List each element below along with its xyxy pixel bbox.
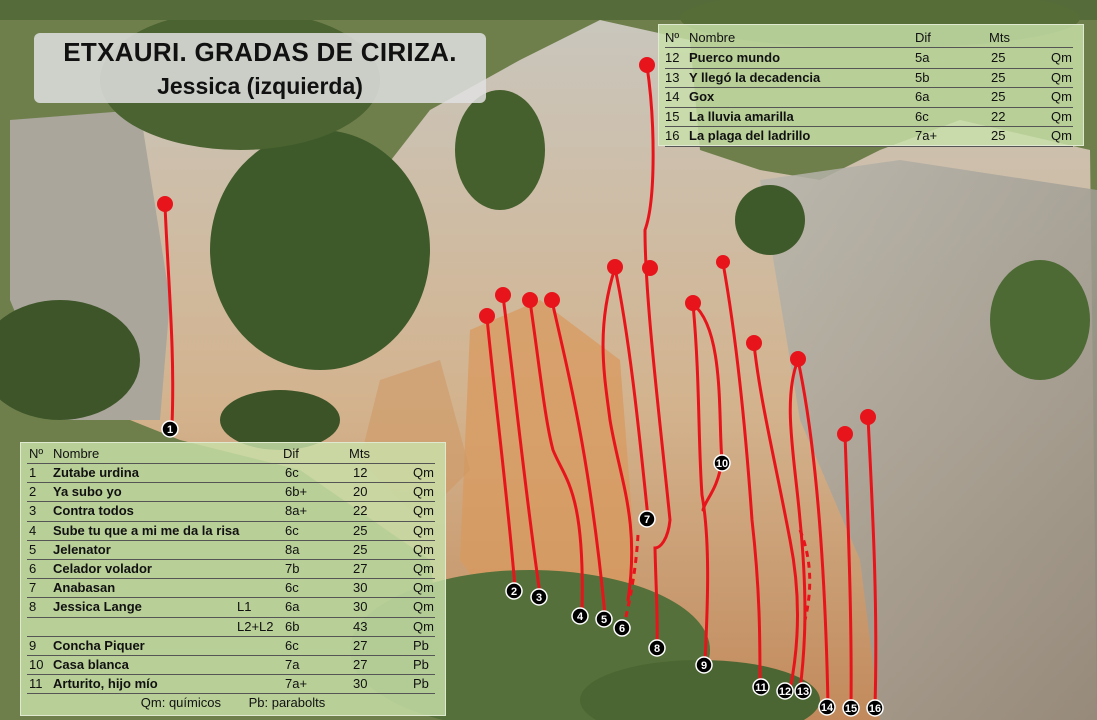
cell-name: Ya subo yo bbox=[53, 484, 122, 500]
table-row bbox=[21, 502, 445, 521]
cell-num: 9 bbox=[29, 637, 37, 653]
cell-type: Qm bbox=[1051, 128, 1072, 143]
cell-dif: 8a+ bbox=[285, 503, 308, 519]
cell-type: Qm bbox=[1051, 69, 1072, 85]
cell-dif: 8a bbox=[285, 541, 300, 557]
cell-name: Arturito, hijo mío bbox=[53, 676, 158, 692]
cell-mts: 25 bbox=[353, 541, 368, 557]
cell-dif: 7a bbox=[285, 657, 300, 672]
cell-num: 1 bbox=[29, 465, 37, 480]
table-row bbox=[21, 483, 445, 502]
cell-num: 6 bbox=[29, 561, 37, 576]
cell-dif: 6c bbox=[285, 465, 299, 480]
route-marker-label: 12 bbox=[778, 686, 792, 698]
header-name: Nombre bbox=[53, 446, 100, 461]
table-row bbox=[21, 579, 445, 598]
cell-num: 10 bbox=[29, 657, 44, 672]
route-marker bbox=[649, 640, 665, 656]
route-marker bbox=[162, 421, 178, 437]
cell-mts: 25 bbox=[991, 128, 1006, 143]
route-marker-label: 2 bbox=[510, 586, 518, 598]
route-marker bbox=[572, 608, 588, 624]
cell-name: Jelenator bbox=[53, 541, 111, 557]
table-row bbox=[659, 127, 1083, 146]
route-marker-label: 1 bbox=[166, 424, 174, 436]
cell-mts: 20 bbox=[353, 484, 368, 500]
cell-type: Qm bbox=[413, 618, 434, 634]
cell-type: Qm bbox=[413, 599, 434, 615]
cell-type: Qm bbox=[413, 561, 434, 576]
cell-name: Zutabe urdina bbox=[53, 465, 139, 480]
cell-name: Sube tu que a mi me da la risa bbox=[53, 522, 240, 538]
cell-type: Qm bbox=[413, 541, 434, 557]
cell-dif: 7a+ bbox=[285, 676, 308, 692]
cell-mts: 27 bbox=[353, 561, 368, 576]
table-row bbox=[659, 49, 1083, 68]
route-marker-label: 11 bbox=[755, 682, 767, 694]
header-num: Nº bbox=[29, 446, 44, 461]
route-marker bbox=[639, 511, 655, 527]
crag-title: ETXAURI. GRADAS DE CIRIZA. bbox=[63, 37, 457, 67]
cell-pitch: L1 bbox=[237, 599, 252, 615]
cell-name: Jessica Lange bbox=[53, 599, 142, 615]
cell-dif: 6b+ bbox=[285, 484, 308, 500]
cell-num: 14 bbox=[665, 89, 680, 104]
table-row bbox=[21, 522, 445, 541]
route-marker bbox=[596, 611, 612, 627]
header-num: Nº bbox=[665, 30, 680, 45]
route-marker-label: 4 bbox=[576, 611, 584, 623]
route-marker-label: 5 bbox=[600, 614, 608, 626]
cell-num: 4 bbox=[29, 522, 37, 538]
route-marker bbox=[843, 700, 859, 716]
table-row bbox=[21, 675, 445, 694]
table-row bbox=[659, 69, 1083, 88]
table-row bbox=[659, 108, 1083, 127]
cell-mts: 30 bbox=[353, 599, 368, 615]
cell-dif: 7b bbox=[285, 561, 300, 576]
cell-dif: 6c bbox=[285, 580, 299, 596]
cell-name: Contra todos bbox=[53, 503, 134, 519]
route-marker-label: 7 bbox=[643, 514, 651, 526]
route-marker bbox=[531, 589, 547, 605]
route-marker bbox=[753, 679, 769, 695]
cell-dif: 6a bbox=[285, 599, 300, 615]
cell-name: Gox bbox=[689, 89, 715, 104]
cell-dif: 6c bbox=[285, 637, 299, 653]
route-marker bbox=[777, 683, 793, 699]
cell-num: 7 bbox=[29, 580, 37, 596]
route-marker-label: 14 bbox=[820, 702, 834, 714]
cell-name: Anabasan bbox=[53, 580, 116, 596]
route-marker-label: 8 bbox=[653, 643, 661, 655]
cell-mts: 25 bbox=[991, 89, 1006, 104]
cell-type: Qm bbox=[1051, 89, 1072, 104]
table-row bbox=[21, 598, 445, 617]
cell-name: Concha Piquer bbox=[53, 637, 145, 653]
route-marker bbox=[614, 620, 630, 636]
cell-mts: 22 bbox=[991, 108, 1006, 124]
route-marker bbox=[867, 700, 883, 716]
cell-name: La plaga del ladrillo bbox=[689, 128, 811, 143]
table-header bbox=[21, 445, 445, 464]
cell-type: Qm bbox=[413, 465, 434, 480]
cell-type: Qm bbox=[413, 503, 434, 519]
table-row bbox=[21, 656, 445, 675]
title-box bbox=[34, 33, 486, 103]
cell-mts: 27 bbox=[353, 637, 368, 653]
cell-mts: 25 bbox=[991, 69, 1006, 85]
cell-num: 13 bbox=[665, 69, 680, 85]
route-marker-label: 3 bbox=[535, 592, 543, 604]
header-dif: Dif bbox=[283, 446, 299, 461]
cell-type: Pb bbox=[413, 676, 429, 692]
route-marker bbox=[696, 657, 712, 673]
route-marker bbox=[795, 683, 811, 699]
routes-table-left bbox=[20, 442, 446, 716]
cell-mts: 22 bbox=[353, 503, 368, 519]
cell-mts: 12 bbox=[353, 465, 368, 480]
table-row bbox=[21, 637, 445, 656]
cell-type: Qm bbox=[1051, 108, 1072, 124]
legend-qm: Qm: químicos bbox=[140, 695, 221, 710]
cell-name: La lluvia amarilla bbox=[689, 108, 794, 124]
table-row bbox=[21, 560, 445, 579]
cell-dif: 6a bbox=[915, 89, 930, 104]
cell-name: Casa blanca bbox=[53, 657, 129, 672]
table-row bbox=[659, 88, 1083, 107]
cell-num: 8 bbox=[29, 599, 37, 615]
legend-pb: Pb: parabolts bbox=[248, 695, 326, 710]
cell-dif: 6c bbox=[285, 522, 299, 538]
cell-mts: 25 bbox=[353, 522, 368, 538]
cell-type: Qm bbox=[413, 484, 434, 500]
cell-type: Qm bbox=[413, 580, 434, 596]
cell-mts: 25 bbox=[991, 50, 1006, 65]
cell-mts: 27 bbox=[353, 657, 368, 672]
cell-pitch: L2+L2 bbox=[237, 618, 274, 634]
cell-mts: 30 bbox=[353, 676, 368, 692]
cell-num: 11 bbox=[29, 676, 43, 692]
cell-name: Puerco mundo bbox=[689, 50, 781, 65]
route-marker-label: 15 bbox=[844, 703, 858, 715]
cell-dif: 6b bbox=[285, 618, 300, 634]
cell-name: Celador volador bbox=[53, 561, 152, 576]
cell-type: Qm bbox=[413, 522, 434, 538]
cell-mts: 43 bbox=[353, 618, 368, 634]
route-marker-label: 10 bbox=[715, 458, 729, 470]
route-marker-label: 6 bbox=[618, 623, 626, 635]
header-name: Nombre bbox=[689, 30, 736, 45]
cell-num: 3 bbox=[29, 503, 37, 519]
table-row bbox=[21, 464, 445, 483]
cell-dif: 6c bbox=[915, 108, 929, 124]
cell-num: 12 bbox=[665, 50, 680, 65]
cell-dif: 5a bbox=[915, 50, 930, 65]
table-row bbox=[21, 618, 445, 637]
cell-dif: 5b bbox=[915, 69, 930, 85]
cell-num: 15 bbox=[665, 108, 680, 124]
header-dif: Dif bbox=[915, 30, 931, 45]
route-marker bbox=[506, 583, 522, 599]
table-row bbox=[21, 541, 445, 560]
legend bbox=[21, 695, 445, 710]
cell-dif: 7a+ bbox=[915, 128, 938, 143]
cell-type: Pb bbox=[413, 657, 429, 672]
sector-subtitle: Jessica (izquierda) bbox=[157, 73, 363, 99]
cell-type: Pb bbox=[413, 637, 429, 653]
route-marker-label: 16 bbox=[868, 703, 882, 715]
cell-type: Qm bbox=[1051, 50, 1072, 65]
route-marker bbox=[714, 455, 730, 471]
cell-mts: 30 bbox=[353, 580, 368, 596]
header-mts: Mts bbox=[989, 30, 1010, 45]
cell-num: 5 bbox=[29, 541, 37, 557]
header-mts: Mts bbox=[349, 446, 370, 461]
route-marker bbox=[819, 699, 835, 715]
route-marker-label: 13 bbox=[796, 686, 810, 698]
routes-table-right bbox=[658, 24, 1084, 146]
cell-num: 2 bbox=[29, 484, 37, 500]
cell-num: 16 bbox=[665, 128, 680, 143]
route-marker-label: 9 bbox=[700, 660, 708, 672]
table-header bbox=[659, 29, 1083, 48]
cell-name: Y llegó la decadencia bbox=[689, 69, 821, 85]
